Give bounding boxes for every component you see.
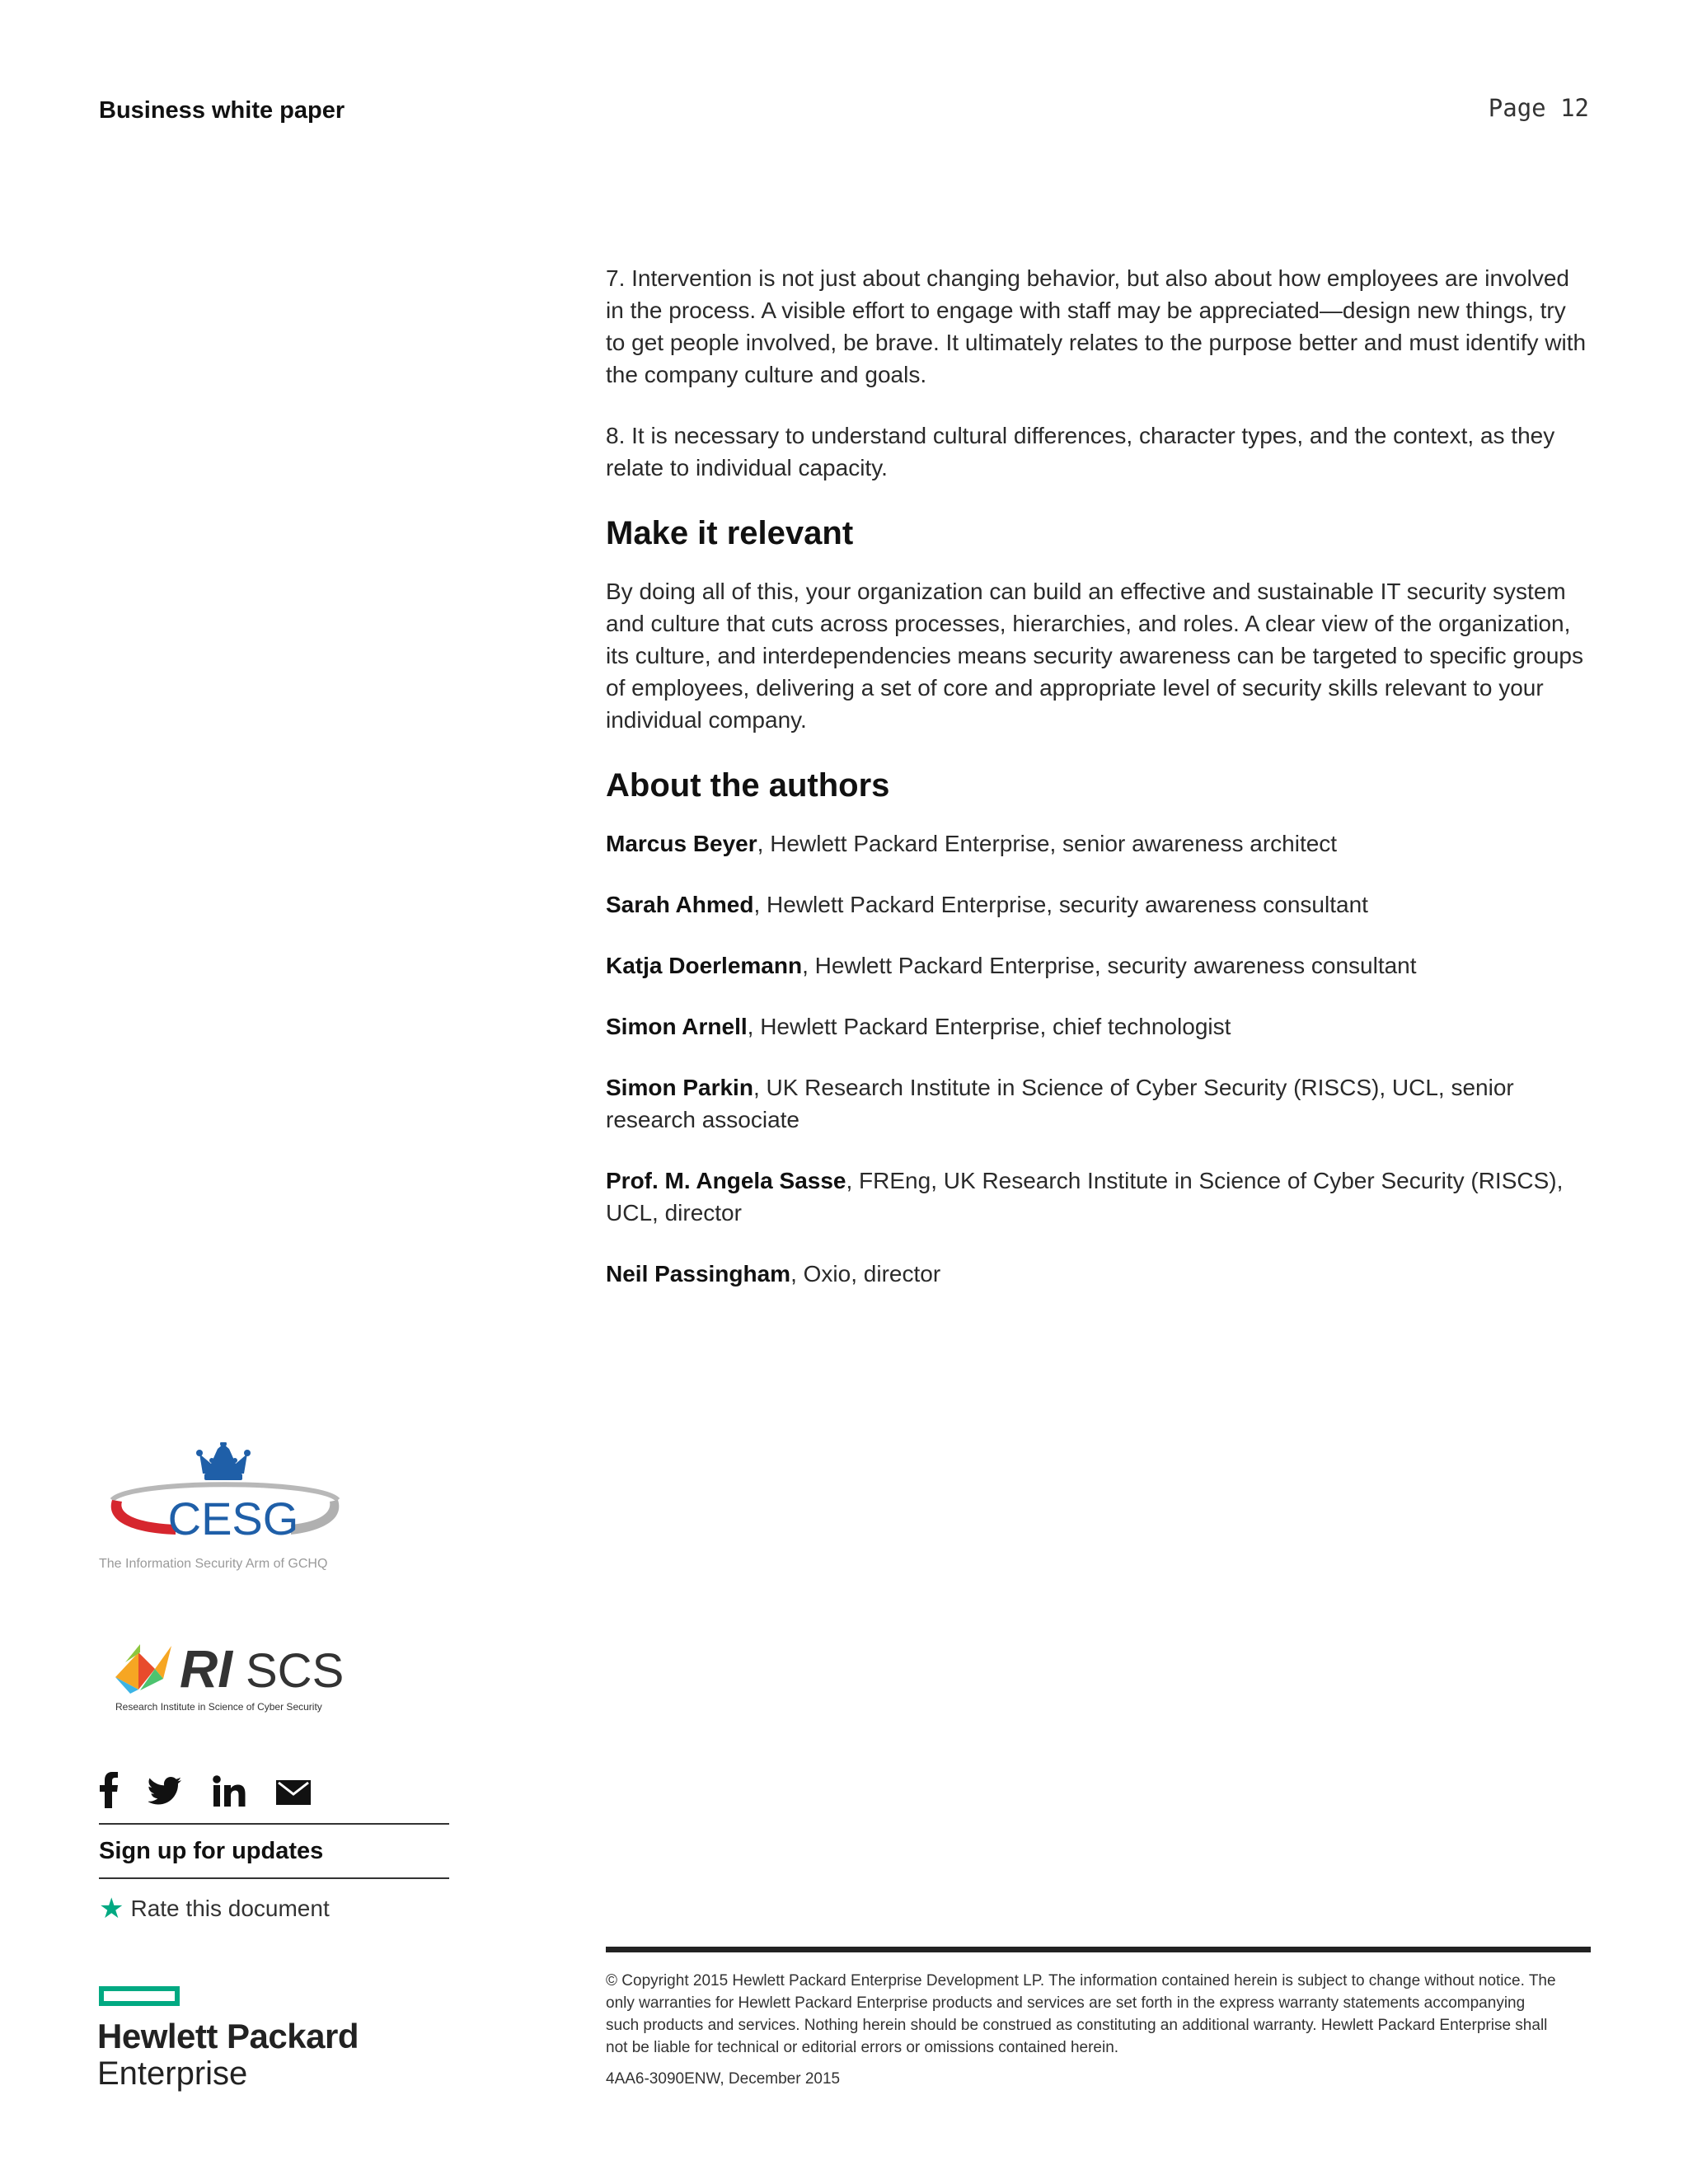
author-role: , Oxio, director — [790, 1261, 941, 1286]
author-name: Neil Passingham — [606, 1261, 791, 1286]
cesg-wordmark: CESG — [167, 1493, 299, 1544]
rate-document-link[interactable] — [99, 1892, 330, 1925]
riscs-wordmark: SCS — [246, 1644, 345, 1698]
author-entry — [606, 1258, 1591, 1290]
heading-about-authors: About the authors — [606, 767, 890, 804]
author-name: Simon Arnell — [606, 1014, 748, 1039]
document-type-label: Business white paper — [99, 97, 345, 124]
crown-icon — [196, 1442, 251, 1480]
divider — [99, 1877, 449, 1879]
riscs-logo-graphic — [107, 1628, 346, 1718]
author-name: Simon Parkin — [606, 1075, 753, 1100]
author-role: , FREng, UK Research Institute in Science of Cyber Security (RISCS), UCL, director — [606, 1168, 1564, 1226]
paragraph-8: 8. It is necessary to understand cultural differences, character types, and the context, as they relate to individual capacity. — [606, 423, 1555, 480]
riscs-logo — [107, 1628, 346, 1718]
relevant-paragraph: By doing all of this, your organization can build an effective and sustainable IT security system and culture that cuts across processes, hierarchies, and roles. A clear view of the organization, its culture, and interdependencies means security awareness can be targeted to specific groups of employees, delivering a set of core and appropriate level of security skills relevant to your individual company. — [606, 579, 1584, 733]
heading-make-it-relevant: Make it relevant — [606, 515, 854, 551]
footer-rule — [606, 1947, 1591, 1952]
author-entry — [606, 949, 1591, 982]
author-entry — [606, 1165, 1591, 1229]
hpe-logo-element-icon — [99, 1986, 180, 2006]
author-name: Prof. M. Angela Sasse — [606, 1168, 846, 1193]
cesg-logo — [97, 1442, 361, 1582]
facebook-icon[interactable] — [99, 1772, 119, 1808]
document-code: 4AA6-3090ENW, December 2015 — [606, 2070, 841, 2088]
riscs-wordmark-bold: RI — [180, 1639, 232, 1699]
hpe-logo-subname: Enterprise — [97, 2055, 248, 2092]
linkedin-icon[interactable] — [213, 1775, 246, 1807]
copyright-notice: © Copyright 2015 Hewlett Packard Enterprise Development LP. The information contained herein is subject to change without notice. The only warranties for Hewlett Packard Enterprise products and services are set forth in the express warranty statements accompanying such products and services. Nothing herein should be construed as constituting an additional warranty. Hewlett Packard Enterprise shall not be liable for technical or editorial errors or omissions contained herein. — [606, 1972, 1556, 2056]
main-content — [606, 262, 1591, 1319]
social-share-bar — [99, 1772, 449, 1817]
author-entry — [606, 888, 1591, 921]
star-icon: ★ — [99, 1893, 124, 1924]
author-role: , Hewlett Packard Enterprise, senior awareness architect — [757, 831, 1338, 856]
email-icon[interactable] — [276, 1780, 311, 1805]
cesg-tagline: The Information Security Arm of GCHQ — [99, 1557, 328, 1571]
author-role: , Hewlett Packard Enterprise, security awareness consultant — [753, 892, 1368, 917]
cesg-logo-graphic — [97, 1442, 361, 1582]
author-list — [606, 827, 1591, 1290]
author-role: , Hewlett Packard Enterprise, chief technologist — [747, 1014, 1231, 1039]
riscs-mark-icon — [115, 1644, 171, 1694]
sign-up-link[interactable]: Sign up for updates — [99, 1838, 324, 1864]
author-role: , UK Research Institute in Science of Cyber Security (RISCS), UCL, senior research associate — [606, 1075, 1514, 1132]
author-name: Katja Doerlemann — [606, 953, 803, 978]
author-entry — [606, 827, 1591, 860]
author-role: , Hewlett Packard Enterprise, security awareness consultant — [802, 953, 1417, 978]
author-name: Marcus Beyer — [606, 831, 757, 856]
paragraph-7: 7. Intervention is not just about changing behavior, but also about how employees are involved in the process. A visible effort to engage with staff may be appreciated—design new things, try to get people involved, be brave. It ultimately relates to the purpose better and must identify with the company culture and goals. — [606, 265, 1587, 387]
author-entry — [606, 1010, 1591, 1043]
author-entry — [606, 1071, 1591, 1136]
hpe-logo-name: Hewlett Packard — [97, 2017, 359, 2055]
rate-label: Rate this document — [130, 1896, 330, 1921]
divider — [99, 1823, 449, 1825]
twitter-icon[interactable] — [148, 1777, 181, 1805]
author-name: Sarah Ahmed — [606, 892, 754, 917]
page-number: Page 12 — [1488, 94, 1589, 122]
riscs-tagline: Research Institute in Science of Cyber Security — [115, 1701, 322, 1713]
